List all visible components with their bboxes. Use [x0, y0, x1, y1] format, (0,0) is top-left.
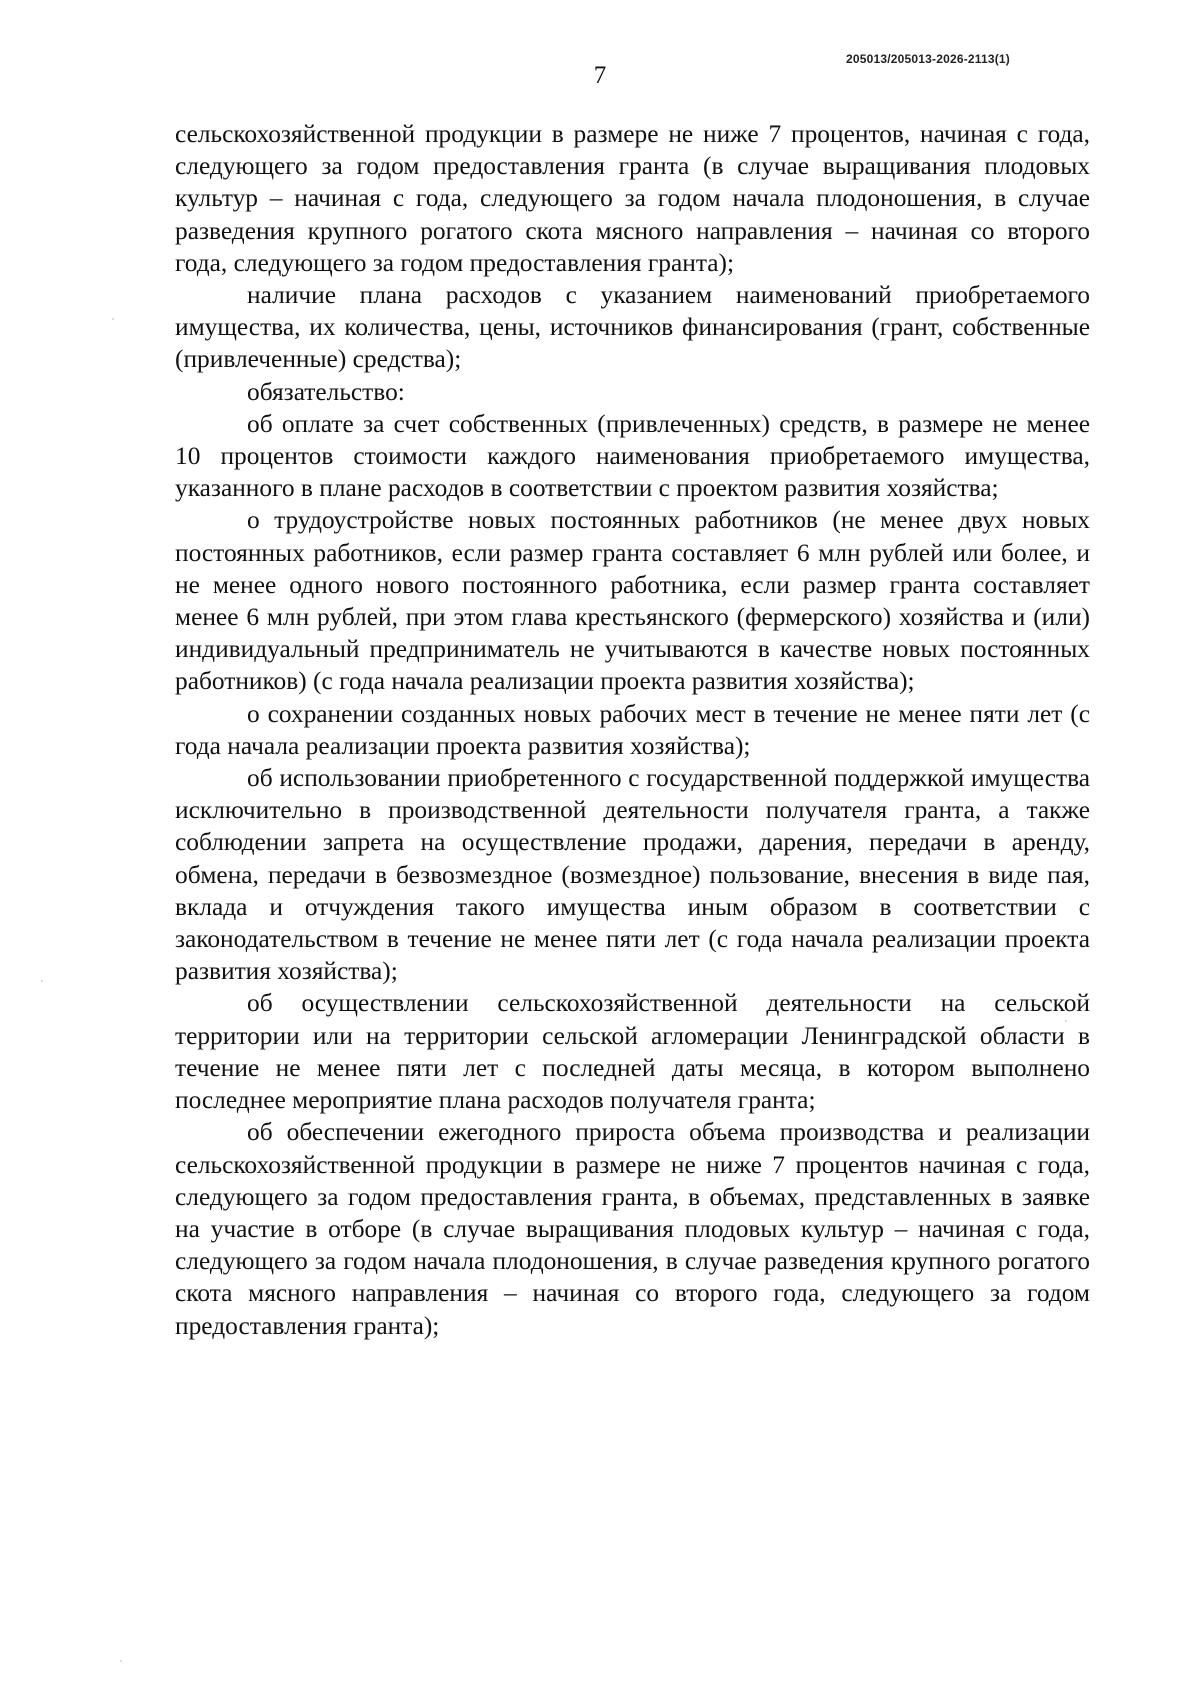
- scan-speck: [41, 980, 43, 982]
- document-body: [175, 118, 1090, 1342]
- paragraph-annual-growth: об обеспечении ежегодного прироста объема производства и реализации сельскохозяйственной продукции в размере не ниже 7 процентов начиная с года, следующего за годом предоставления гранта, в объемах, представленных в заявке на участие в отборе (в случае выращивания плодовых культур – начиная с года, следующего за годом начала плодоношения, в случае разведения крупного рогатого скота мясного направления – начиная со второго года, следующего за годом предоставления гранта);: [175, 1118, 1090, 1340]
- paragraph-new-employees: о трудоустройстве новых постоянных работников (не менее двух новых постоянных работников, если размер гранта составляет 6 млн рублей или более, и не менее одного нового постоянного работника, если размер гранта составляет менее 6 млн рублей, при этом глава крестьянского (фермерского) хозяйства и (или) индивидуальный предприниматель не учитываются в качестве новых постоянных работников) (с года начала реализации проекта развития хозяйства);: [175, 506, 1090, 696]
- scan-speck: [112, 318, 114, 320]
- paragraph-production-growth-continuation: сельскохозяйственной продукции в размере не ниже 7 процентов, начиная с года, следующего за годом предоставления гранта (в случае выращивания плодовых культур – начиная с года, следующего за годом начала плодоношения, в случае разведения крупного рогатого скота мясного направления – начиная со второго года, следующего за годом предоставления гранта);: [175, 120, 1090, 277]
- page-number: 7: [593, 62, 607, 89]
- paragraph-job-retention: о сохранении созданных новых рабочих мест в течение не менее пяти лет (с года начала реализации проекта развития хозяйства);: [175, 699, 1090, 760]
- scan-speck: [120, 1660, 122, 1662]
- paragraph-own-funds-payment: об оплате за счет собственных (привлеченных) средств, в размере не менее 10 процентов стоимости каждого наименования приобретаемого имущества, указанного в плане расходов в соответствии с проектом развития хозяйства;: [175, 409, 1090, 503]
- paragraph-rural-activity: об осуществлении сельскохозяйственной деятельности на сельской территории или на территории сельской агломерации Ленинградской области в течение не менее пяти лет с последней даты месяца, в котором выполнено последнее мероприятие плана расходов получателя гранта;: [175, 989, 1090, 1115]
- paragraph-obligation-heading: обязательство:: [247, 377, 405, 406]
- paragraph-expense-plan: наличие плана расходов с указанием наименований приобретаемого имущества, их количества, цены, источников финансирования (грант, собственные (привлеченные) средства);: [175, 281, 1090, 374]
- scan-speck: [1065, 1020, 1067, 1022]
- document-registration-number: 205013/205013-2026-2113(1): [845, 52, 1010, 66]
- paragraph-property-use: об использовании приобретенного с государственной поддержкой имущества исключительно в производственной деятельности получателя гранта, а также соблюдении запрета на осуществление продажи, дарения, передачи в аренду, обмена, передачи в безвозмездное (возмездное) пользование, внесения в виде пая, вклада и отчуждения такого имущества иным образом в соответствии с законодательством в течение не менее пяти лет (с года начала реализации проекта развития хозяйства);: [175, 764, 1090, 986]
